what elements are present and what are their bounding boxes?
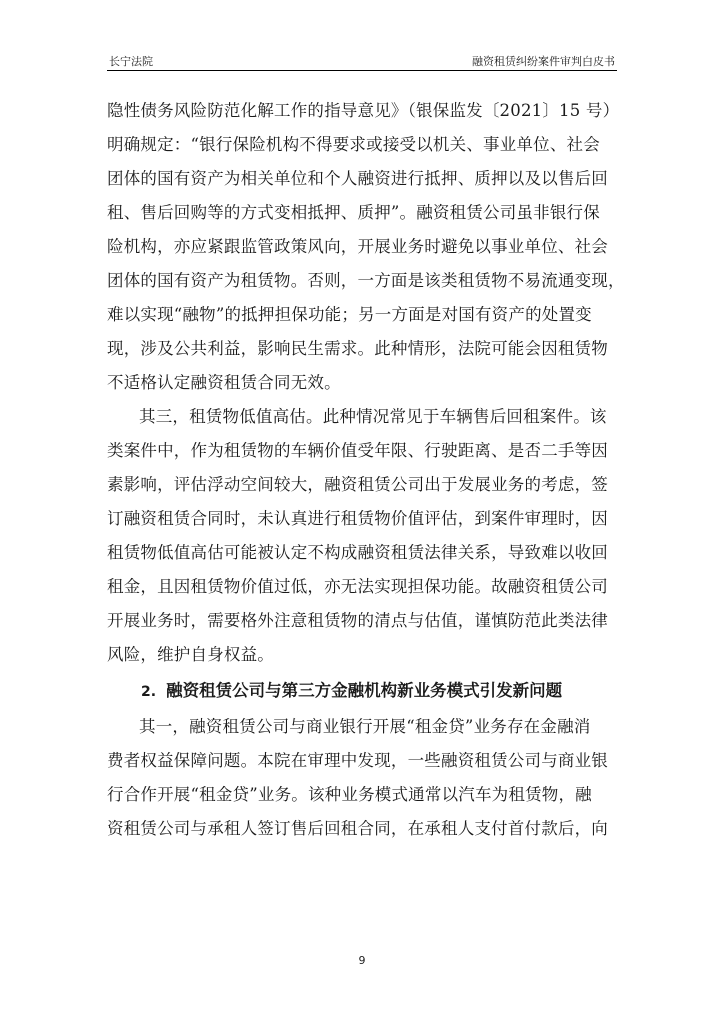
text-line: 险机构，亦应紧跟监管政策风向，开展业务时避免以事业单位、社会: [107, 237, 608, 256]
text-line: 开展业务时，需要格外注意租赁物的清点与估值，谨慎防范此类法律: [107, 611, 608, 630]
text-line: 租赁物低值高估可能被认定不构成融资租赁法律关系，导致难以收回: [107, 543, 608, 562]
section-title: 融资租赁公司与第三方金融机构新业务模式引发新问题: [166, 681, 563, 700]
text-line: 类案件中，作为租赁物的车辆价值受年限、行驶距离、是否二手等因: [107, 441, 608, 460]
text-line: 明确规定：“银行保险机构不得要求或接受以机关、事业单位、社会: [107, 135, 600, 154]
paragraph-3: [107, 710, 617, 846]
text-line: 团体的国有资产为租赁物。否则，一方面是该类租赁物不易流通变现，: [107, 271, 625, 290]
text-line: 资租赁公司与承租人签订售后回租合同，在承租人支付首付款后，向: [107, 819, 608, 838]
document-body: [107, 94, 625, 846]
text-line: 租金，且因租赁物价值过低，亦无法实现担保功能。故融资租赁公司: [107, 577, 608, 596]
text-line: 风险，维护自身权益。: [107, 645, 274, 664]
text-line: 团体的国有资产为相关单位和个人融资进行抵押、质押以及以售后回: [107, 169, 608, 188]
page-header: [107, 50, 617, 71]
text-line: 订融资租赁合同时，未认真进行租赁物价值评估，到案件审理时，因: [107, 509, 608, 528]
text-line: 其三，租赁物低值高估。此种情况常见于车辆售后回租案件。该: [139, 407, 607, 426]
text-line: 素影响，评估浮动空间较大，融资租赁公司出于发展业务的考虑，签: [107, 475, 608, 494]
text-line: 不适格认定融资租赁合同无效。: [107, 373, 341, 392]
text-line: 费者权益保障问题。本院在审理中发现，一些融资租赁公司与商业银: [107, 751, 608, 770]
paragraph-1: [107, 94, 625, 400]
page-number: 9: [358, 954, 366, 967]
header-court-name: 长宁法院: [109, 55, 153, 68]
header-document-title: 融资租赁纠纷案件审判白皮书: [472, 55, 615, 68]
section-number: 2.: [141, 684, 157, 700]
text-line: 其一，融资租赁公司与商业银行开展“租金贷”业务存在金融消: [139, 717, 591, 736]
text-line: 现，涉及公共利益，影响民生需求。此种情形，法院可能会因租赁物: [107, 339, 608, 358]
paragraph-2: [107, 400, 617, 672]
text-line: 难以实现“融物”的抵押担保功能；另一方面是对国有资产的处置变: [107, 305, 592, 324]
section-heading: [107, 672, 617, 710]
text-line: 行合作开展“租金贷”业务。该种业务模式通常以汽车为租赁物，融: [107, 785, 592, 804]
text-line: 租、售后回购等的方式变相抵押、质押”。融资租赁公司虽非银行保: [107, 203, 600, 222]
text-line: 隐性债务风险防范化解工作的指导意见》（银保监发〔2021〕15 号）: [107, 101, 620, 120]
